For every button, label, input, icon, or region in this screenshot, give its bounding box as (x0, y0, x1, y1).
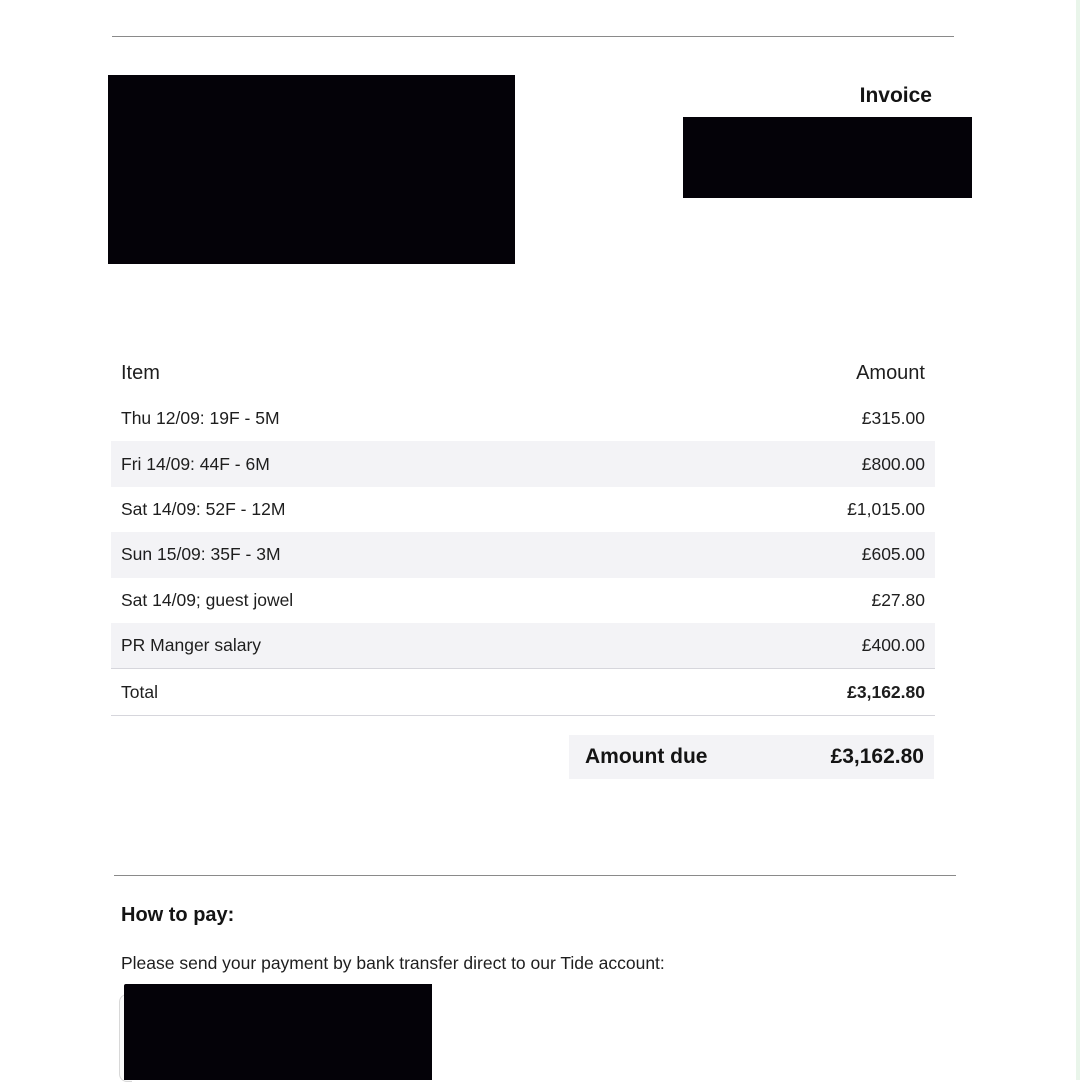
row-item: Sat 14/09; guest jowel (121, 589, 294, 610)
row-item: PR Manger salary (121, 635, 262, 656)
table-row (111, 396, 935, 441)
row-amount: £27.80 (871, 589, 925, 610)
row-amount: £605.00 (861, 544, 925, 565)
top-divider (112, 36, 954, 37)
column-header-amount: Amount (856, 361, 925, 384)
redacted-bank-details (124, 984, 432, 1080)
amount-due-label: Amount due (585, 745, 708, 768)
table-row (111, 578, 935, 623)
row-amount: £1,015.00 (847, 498, 925, 519)
table-row (111, 532, 935, 577)
column-header-item: Item (121, 361, 160, 384)
table-row (111, 441, 935, 486)
total-label: Total (121, 681, 158, 702)
items-table (111, 350, 935, 716)
table-header (111, 350, 935, 396)
row-amount: £400.00 (861, 635, 925, 656)
row-amount: £315.00 (861, 408, 925, 429)
row-item: Thu 12/09: 19F - 5M (121, 408, 280, 429)
payment-instructions: Please send your payment by bank transfer direct to our Tide account: (121, 953, 665, 973)
redacted-sender-block (108, 75, 515, 264)
page-edge (1076, 0, 1080, 1080)
redacted-invoice-details (683, 117, 972, 198)
row-item: Fri 14/09: 44F - 6M (121, 453, 270, 474)
payment-divider (114, 875, 956, 876)
total-row (111, 668, 935, 715)
row-item: Sat 14/09: 52F - 12M (121, 498, 286, 519)
invoice-title: Invoice (859, 84, 932, 107)
row-amount: £800.00 (861, 453, 925, 474)
amount-due-box (569, 735, 934, 779)
row-item: Sun 15/09: 35F - 3M (121, 544, 281, 565)
table-row (111, 623, 935, 668)
how-to-pay-heading: How to pay: (121, 904, 235, 926)
amount-due-value: £3,162.80 (830, 745, 924, 768)
table-row (111, 487, 935, 532)
total-amount: £3,162.80 (847, 681, 925, 702)
